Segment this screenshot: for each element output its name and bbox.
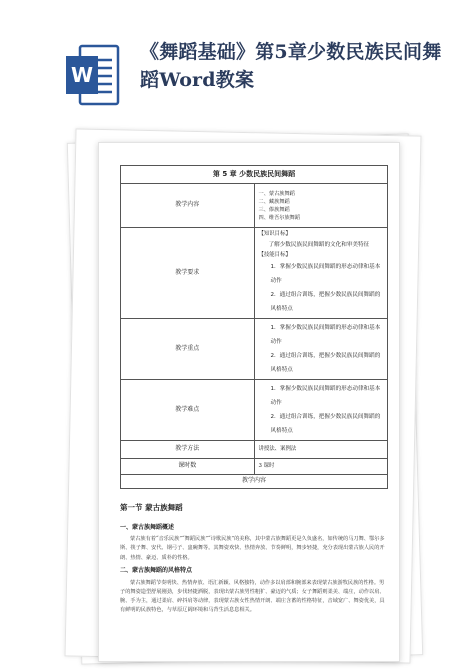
- difficulties-cell: [254, 380, 388, 441]
- row-label-methods: 教学方法: [121, 441, 255, 459]
- skill-goal-heading: 【技能目标】: [258, 252, 291, 258]
- table-title: 第 5 章 少数民族民间舞蹈: [121, 166, 388, 184]
- difficulty-point: 2．通过组合训练，把握少数民族民间舞蹈的风格特点: [270, 414, 381, 434]
- content-cell: [254, 184, 388, 228]
- content-line: 一、蒙古族舞蹈: [258, 190, 295, 197]
- table-row: [121, 319, 388, 380]
- row-label-content: 教学内容: [121, 184, 255, 228]
- table-row: [121, 441, 388, 459]
- lesson-plan-document: [120, 165, 388, 615]
- row-label-hours: 课时数: [121, 459, 255, 475]
- content-header-row: [121, 475, 388, 489]
- body-paragraph: 蒙古族有着“音乐民族”“舞蹈民族”“诗歌民族”的美称，其中蒙古族舞蹈更是久负盛名，如传统的马刀舞、鄂尔多斯、筷子舞、安代、钢弓子、盅碗舞等。其舞姿欢快、热情奔放、节奏鲜明，舞步轻捷，充分表现出蒙古族人民的开朗、热情、豪迈、质朴的性格。: [120, 536, 385, 561]
- table-row: [121, 228, 388, 319]
- key-point: 2．通过组合训练，把握少数民族民间舞蹈的风格特点: [270, 353, 381, 373]
- knowledge-goal-heading: 【知识目标】: [258, 231, 291, 237]
- content-header: 教学内容: [121, 475, 388, 489]
- body-paragraph: 蒙古族舞蹈节奏明快、热情奔放、语汇新颖、风格独特，动作多以肩部和腕部来表现蒙古族游牧民族的性格。男子的舞姿造型舒展刚劲，步伐轻捷洒脱，表现出蒙古族男性粗犷、豪迈的气质；女子舞蹈则柔美、端庄，动作以肩、腕、手为主，通过柔肩、碎抖肩等动律，表现蒙古族女性热情开朗、端庄含蓄的性格特征，音域宽广、舞姿优美，具有鲜明的民族特色，与草原辽阔环境和马背生活息息相关。: [120, 579, 385, 614]
- row-label-requirements: 教学要求: [121, 228, 255, 319]
- methods-value: 讲授法、案例法: [254, 441, 388, 459]
- row-label-difficulties: 教学难点: [121, 380, 255, 441]
- key-points-cell: [254, 319, 388, 380]
- table-row: [121, 459, 388, 475]
- content-line: 二、藏族舞蹈: [258, 198, 290, 205]
- table-row: [121, 184, 388, 228]
- lesson-plan-table: [120, 165, 388, 489]
- subsection-title: 一、蒙古族舞蹈概述: [120, 523, 175, 531]
- subsection-title: 二、蒙古族舞蹈的风格特点: [120, 566, 193, 574]
- table-row: [121, 380, 388, 441]
- document-headline: 《舞蹈基础》第5章少数民族民间舞蹈Word教案: [140, 41, 442, 91]
- svg-text:W: W: [70, 63, 94, 87]
- difficulty-point: 1．掌握少数民族民间舞蹈的形态动律和基本动作: [270, 386, 381, 406]
- hours-value: 3 课时: [254, 459, 388, 475]
- skill-goal: 1．掌握少数民族民间舞蹈的形态动律和基本动作: [270, 264, 381, 284]
- knowledge-goal: 了解少数民族民间舞蹈的文化和审美特征: [268, 242, 370, 248]
- skill-goal: 2．通过组合训练，把握少数民族民间舞蹈的风格特点: [270, 292, 381, 312]
- requirements-cell: [254, 228, 388, 319]
- section-title: 第一节 蒙古族舞蹈: [120, 502, 183, 512]
- content-line: 三、傣族舞蹈: [258, 206, 290, 213]
- table-title-row: [121, 166, 388, 184]
- key-point: 1．掌握少数民族民间舞蹈的形态动律和基本动作: [270, 325, 381, 345]
- row-label-key-points: 教学重点: [121, 319, 255, 380]
- content-line: 四、维吾尔族舞蹈: [258, 214, 301, 221]
